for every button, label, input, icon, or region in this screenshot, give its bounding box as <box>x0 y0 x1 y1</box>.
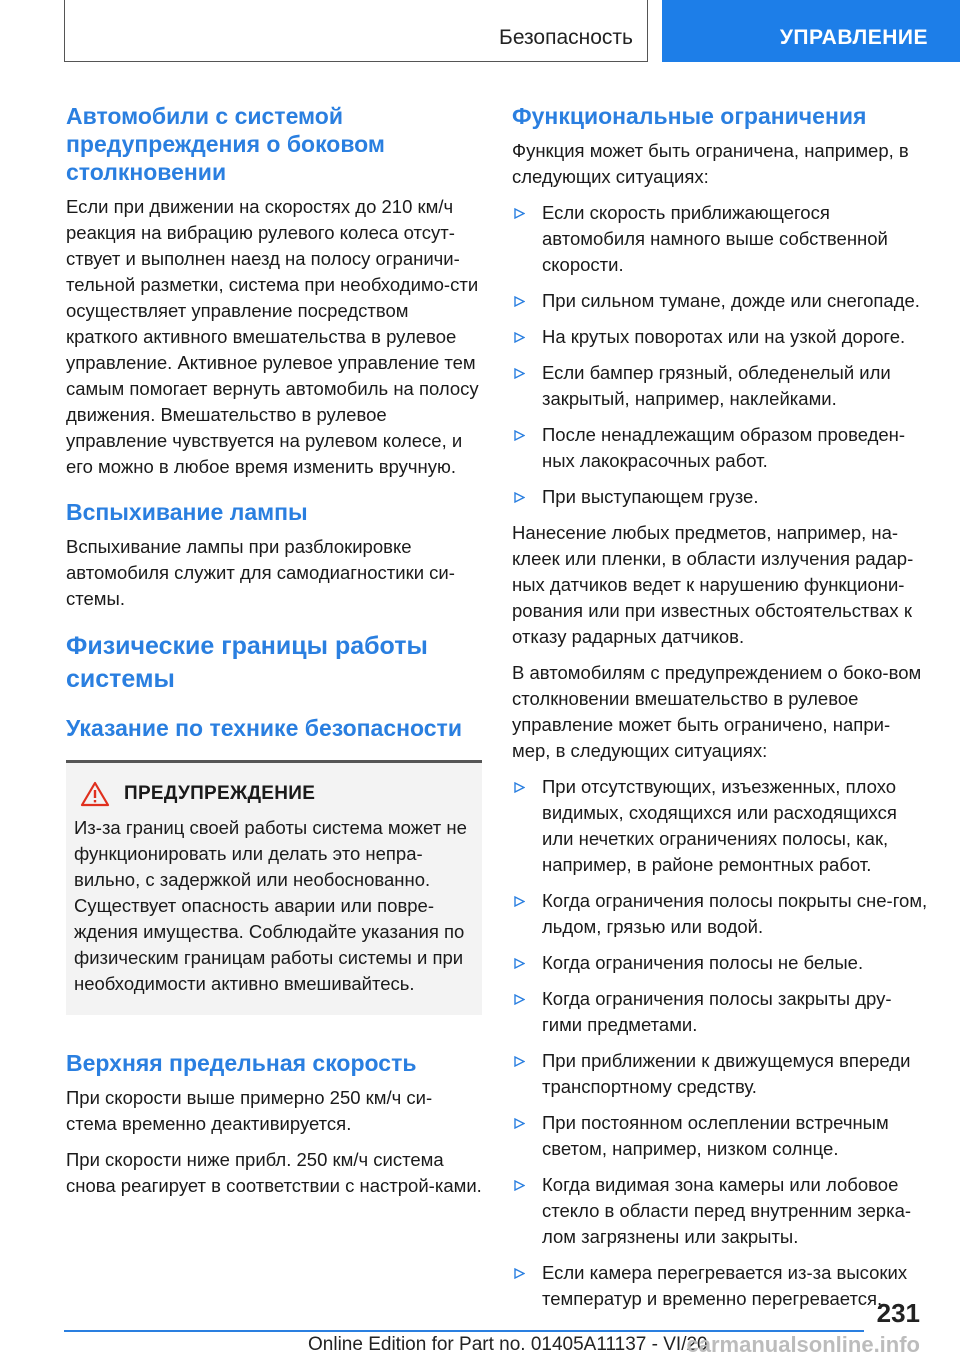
list-item: Если скорость приближающегося автомобиля намного выше собственной скорости. <box>512 200 928 278</box>
bullet-triangle-icon <box>514 782 525 793</box>
list-item: При сильном тумане, дожде или снегопаде. <box>512 288 928 314</box>
bullet-triangle-icon <box>514 332 525 343</box>
list-item: При отсутствующих, изъезженных, плохо видимых, сходящихся или расходящихся или нечетких ограничениях полосы, как, например, в районе ремонтных работ. <box>512 774 928 878</box>
footer-edition: Online Edition for Part no. 01405A11137 - VI/20 <box>308 1334 708 1355</box>
bullet-triangle-icon <box>514 1268 525 1279</box>
bullet-triangle-icon <box>514 492 525 503</box>
list-item: Если бампер грязный, обледенелый или закрытый, например, наклейками. <box>512 360 928 412</box>
right-column <box>512 102 928 1322</box>
paragraph-functional-intro: Функция может быть ограничена, например, в следующих ситуациях: <box>512 140 909 187</box>
page-number: 231 <box>876 1298 920 1328</box>
paragraph-lamp-flash: Вспыхивание лампы при разблокировке автомобиля служит для самодиагностики си-стемы. <box>66 536 455 609</box>
bullet-triangle-icon <box>514 994 525 1005</box>
bullet-triangle-icon <box>514 1180 525 1191</box>
list-item: При постоянном ослеплении встречным светом, например, низком солнце. <box>512 1110 928 1162</box>
list-item: Если камера перегревается из-за высоких температур и временно перегревается. <box>512 1260 928 1312</box>
bullet-triangle-icon <box>514 958 525 969</box>
warning-box <box>66 760 482 1015</box>
bullet-triangle-icon <box>514 368 525 379</box>
list-item: При выступающем грузе. <box>512 484 928 510</box>
bullet-triangle-icon <box>514 430 525 441</box>
bullet-triangle-icon <box>514 208 525 219</box>
limits-list-2 <box>512 774 928 1312</box>
header-chapter-title: УПРАВЛЕНИЕ <box>779 26 928 49</box>
heading-safety-note: Указание по технике безопасности <box>66 715 462 741</box>
paragraph-side-collision: Если при движении на скоростях до 210 км/ч реакция на вибрацию рулевого колеса отсут-ствует и выполнен наезд на полосу ограничи-тельной разметки, система при необходимо-сти осуществляет управление посредством краткого активного вмешательства в рулевое управление. Активное рулевое управление тем самым помогает вернуть автомобиль на полосу движения. Вмешательство в рулевое управление чувствуется на рулевом колесе, и его можно в любое время изменить вручную. <box>66 196 479 477</box>
list-item: Когда видимая зона камеры или лобовое стекло в области перед внутренним зерка-лом загрязнены или закрыты. <box>512 1172 928 1250</box>
list-item: При приближении к движущемуся впереди транспортному средству. <box>512 1048 928 1100</box>
paragraph-stickers: Нанесение любых предметов, например, на-клеек или пленки, в области излучения радар-ных датчиков ведет к нарушению функциони-рования или при известных обстоятельствах к отказу радарных датчиков. <box>512 522 914 647</box>
bullet-triangle-icon <box>514 896 525 907</box>
warning-title: ПРЕДУПРЕЖДЕНИЕ <box>124 783 316 804</box>
bullet-triangle-icon <box>514 1056 525 1067</box>
list-item: После ненадлежащим образом проведен-ных лакокрасочных работ. <box>512 422 928 474</box>
list-item: Когда ограничения полосы не белые. <box>512 950 928 976</box>
warning-triangle-icon <box>80 781 110 807</box>
list-item: Когда ограничения полосы покрыты сне-гом, льдом, грязью или водой. <box>512 888 928 940</box>
limits-list-1 <box>512 200 928 510</box>
heading-upper-speed-limit: Верхняя предельная скорость <box>66 1050 417 1076</box>
header-section-tab <box>64 0 648 62</box>
left-column <box>66 102 482 1199</box>
paragraph-speed-reactivate: При скорости ниже прибл. 250 км/ч система снова реагирует в соответствии с настрой-ками. <box>66 1149 482 1196</box>
bullet-triangle-icon <box>514 296 525 307</box>
warning-text: Из-за границ своей работы система может не функционировать или делать это непра-вильно, с задержкой или необоснованно. Существует опасность аварии или повре-ждения имущества. Соблюдайте указания по физическим границам работы системы и при необходимости активно вмешивайтесь. <box>74 817 467 994</box>
heading-system-limits: Физические границы работы системы <box>66 632 428 693</box>
heading-lamp-flash: Вспыхивание лампы <box>66 499 308 525</box>
paragraph-speed-deactivate: При скорости выше примерно 250 км/ч си-стема временно деактивируется. <box>66 1087 433 1134</box>
heading-functional-limits: Функциональные ограничения <box>512 103 867 129</box>
paragraph-vehicles: В автомобилям с предупреждением о боко-вом столкновении вмешательство в рулевое управление может быть ограничено, напри-мер, в следующих ситуациях: <box>512 662 922 761</box>
header-section-title: Безопасность <box>499 26 633 49</box>
header-chapter-tab <box>662 0 960 62</box>
watermark-text: carmanualsonline.info <box>686 1332 920 1357</box>
bullet-triangle-icon <box>514 1118 525 1129</box>
list-item: На крутых поворотах или на узкой дороге. <box>512 324 928 350</box>
heading-side-collision: Автомобили с системой предупреждения о боковом столкновении <box>66 103 385 185</box>
list-item: Когда ограничения полосы закрыты дру-гими предметами. <box>512 986 928 1038</box>
